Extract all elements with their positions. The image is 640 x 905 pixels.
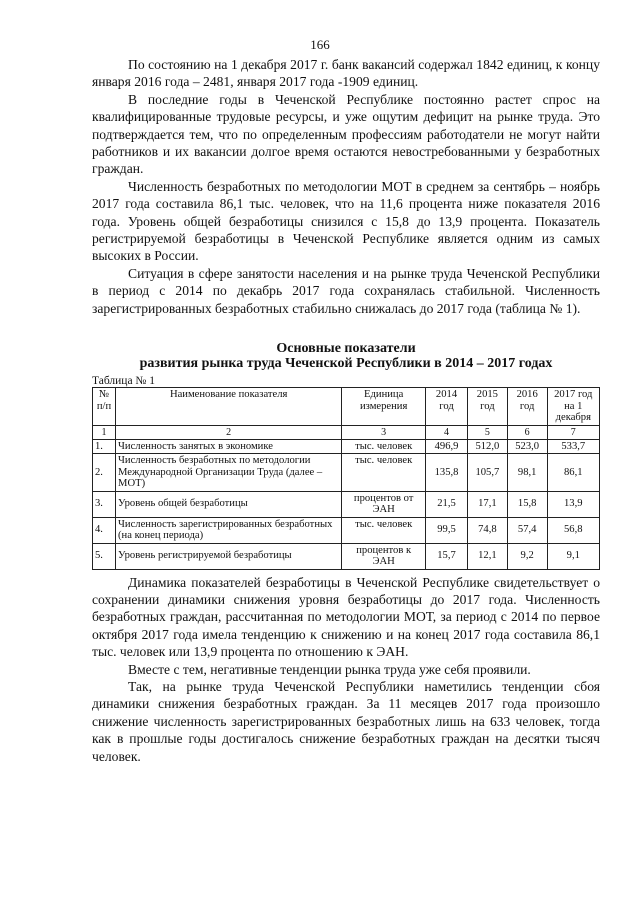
header-unit: Единица измерения xyxy=(342,388,426,426)
paragraph-dynamics: Динамика показателей безработицы в Чеченской Республике свидетельствует о сохранении динамики снижения уровня безработицы до 2017 года. Численность безработных граждан, рассчитанная по методологии МОТ, за период с 2014 по первое октября 2017 года имела тенденцию к снижению и на конец 2017 года составила 86,1 тыс. человек или 13,9 процента по отношению к ЭАН. xyxy=(92,574,600,660)
column-number: 2 xyxy=(116,425,342,439)
table-title-line1: Основные показатели xyxy=(276,341,416,357)
row-value-2015: 12,1 xyxy=(467,543,507,569)
row-unit: процентов от ЭАН xyxy=(342,491,426,517)
row-indicator: Численность зарегистрированных безработных (на конец периода) xyxy=(116,517,342,543)
header-2017: 2017 год на 1 декабря xyxy=(547,388,599,426)
row-value-2014: 496,9 xyxy=(426,439,468,454)
row-value-2014: 21,5 xyxy=(426,491,468,517)
row-value-2015: 512,0 xyxy=(467,439,507,454)
column-number: 6 xyxy=(507,425,547,439)
table-row xyxy=(93,454,600,492)
table-column-numbers-row xyxy=(93,425,600,439)
row-value-2017: 13,9 xyxy=(547,491,599,517)
row-value-2015: 17,1 xyxy=(467,491,507,517)
row-number: 1. xyxy=(93,439,116,454)
row-value-2017: 9,1 xyxy=(547,543,599,569)
row-value-2015: 74,8 xyxy=(467,517,507,543)
row-indicator: Уровень регистрируемой безработицы xyxy=(116,543,342,569)
paragraph-failure-trends: Так, на рынке труда Чеченской Республики наметились тенденции сбоя динамики снижения безработных граждан. За 11 месяцев 2017 года произошло снижение численность зарегистрированных безработных лишь на 633 человек, тогда как в прошлые годы достигалось снижение безработных граждан на десятки тысяч человек. xyxy=(92,679,600,764)
row-value-2014: 15,7 xyxy=(426,543,468,569)
table-row xyxy=(93,543,600,569)
paragraph-vacancies: По состоянию на 1 декабря 2017 г. банк вакансий содержал 1842 единиц, к концу января 2016 года – 2481, января 2017 года -1909 единиц. xyxy=(92,57,600,90)
row-value-2016: 9,2 xyxy=(507,543,547,569)
column-number: 3 xyxy=(342,425,426,439)
table-title xyxy=(92,341,600,371)
table-caption: Таблица № 1 xyxy=(92,375,156,388)
row-number: 4. xyxy=(93,517,116,543)
row-value-2016: 523,0 xyxy=(507,439,547,454)
row-value-2016: 15,8 xyxy=(507,491,547,517)
row-unit: процентов к ЭАН xyxy=(342,543,426,569)
row-number: 5. xyxy=(93,543,116,569)
paragraph-unemployed-mot: Численность безработных по методологии МОТ в среднем за сентябрь – ноябрь 2017 года составила 86,1 тыс. человек, что на 11,6 процента ниже показателя 2016 года. Уровень общей безработицы снизился с 15,8 до 13,9 процента. Показатель регистрируемой безработицы в Чеченской Республике является одним из самых высоких в России. xyxy=(92,178,600,264)
header-indicator: Наименование показателя xyxy=(116,388,342,426)
header-2014: 2014 год xyxy=(426,388,468,426)
table-row xyxy=(93,517,600,543)
header-number: № п/п xyxy=(93,388,116,426)
paragraph-situation: Ситуация в сфере занятости населения и на рынке труда Чеченской Республики в период с 2014 по декабрь 2017 года сохранялась стабильной. Численность зарегистрированных безработных стабильно снижалась до 2017 года (таблица № 1). xyxy=(92,265,600,316)
row-value-2016: 57,4 xyxy=(507,517,547,543)
header-2015: 2015 год xyxy=(467,388,507,426)
document-body xyxy=(92,56,600,765)
page-number: 166 xyxy=(310,37,330,52)
row-value-2016: 98,1 xyxy=(507,454,547,492)
header-2016: 2016 год xyxy=(507,388,547,426)
table-title-line2: развития рынка труда Чеченской Республики в 2014 – 2017 годах xyxy=(139,356,553,372)
row-unit: тыс. человек xyxy=(342,454,426,492)
labor-market-table xyxy=(92,387,600,570)
table-row xyxy=(93,491,600,517)
table-header-row xyxy=(93,388,600,426)
row-value-2014: 135,8 xyxy=(426,454,468,492)
row-number: 2. xyxy=(93,454,116,492)
row-value-2017: 56,8 xyxy=(547,517,599,543)
paragraph-demand: В последние годы в Чеченской Республике постоянно растет спрос на квалифицированные трудовые ресурсы, и уже ощутим дефицит на рынке труда. Это подтверждается тем, что по определенным профессиям работодатели не могут найти работников и их вакансии долгое время остаются невостребованными у безработных граждан. xyxy=(92,91,600,177)
column-number: 1 xyxy=(93,425,116,439)
row-value-2015: 105,7 xyxy=(467,454,507,492)
row-unit: тыс. человек xyxy=(342,439,426,454)
row-value-2014: 99,5 xyxy=(426,517,468,543)
row-number: 3. xyxy=(93,491,116,517)
row-unit: тыс. человек xyxy=(342,517,426,543)
table-row xyxy=(93,439,600,454)
row-value-2017: 86,1 xyxy=(547,454,599,492)
column-number: 4 xyxy=(426,425,468,439)
row-indicator: Уровень общей безработицы xyxy=(116,491,342,517)
paragraph-negative-trends: Вместе с тем, негативные тенденции рынка труда уже себя проявили. xyxy=(128,661,531,677)
row-indicator: Численность занятых в экономике xyxy=(116,439,342,454)
row-indicator: Численность безработных по методологии Международной Организации Труда (далее –МОТ) xyxy=(116,454,342,492)
row-value-2017: 533,7 xyxy=(547,439,599,454)
column-number: 5 xyxy=(467,425,507,439)
column-number: 7 xyxy=(547,425,599,439)
